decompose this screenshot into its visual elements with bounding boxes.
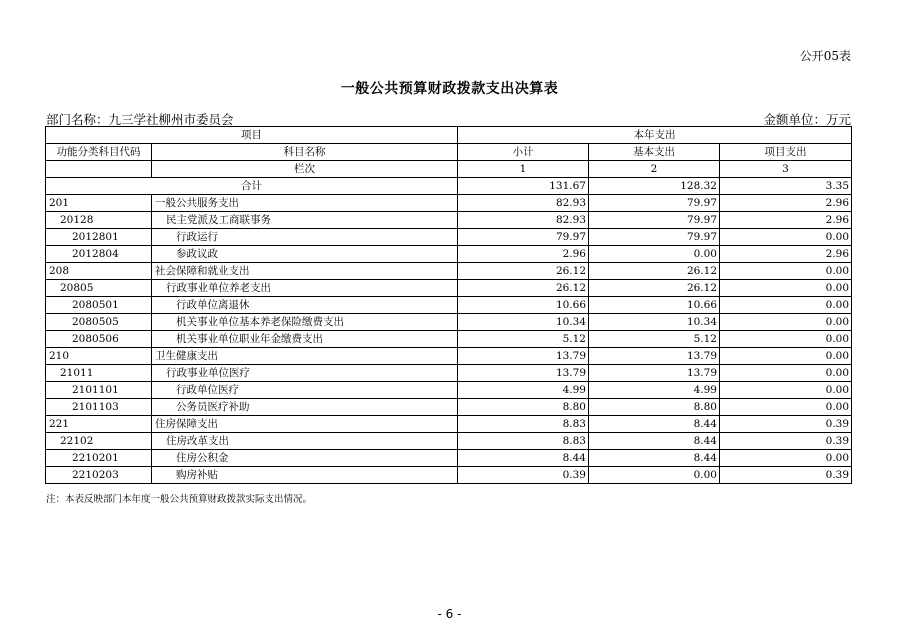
row-code: 210	[46, 348, 152, 365]
table-row	[46, 195, 852, 212]
row-subtotal: 13.79	[458, 348, 589, 365]
row-subject-name: 机关事业单位职业年金缴费支出	[152, 331, 458, 348]
row-code: 20128	[46, 212, 152, 229]
row-basic: 26.12	[589, 280, 720, 297]
header-col-1: 1	[458, 161, 589, 178]
row-basic: 8.44	[589, 416, 720, 433]
table-row	[46, 280, 852, 297]
row-project: 2.96	[720, 195, 852, 212]
row-basic: 79.97	[589, 195, 720, 212]
row-subject-name: 机关事业单位基本养老保险缴费支出	[152, 314, 458, 331]
table-row	[46, 331, 852, 348]
row-project: 0.00	[720, 263, 852, 280]
row-subtotal: 4.99	[458, 382, 589, 399]
header-subject-name: 科目名称	[152, 144, 458, 161]
row-subtotal: 2.96	[458, 246, 589, 263]
row-basic: 0.00	[589, 246, 720, 263]
header-project: 项目支出	[720, 144, 852, 161]
table-row	[46, 229, 852, 246]
row-code: 201	[46, 195, 152, 212]
total-row	[46, 178, 852, 195]
row-code: 2101103	[46, 399, 152, 416]
header-basic: 基本支出	[589, 144, 720, 161]
row-subject-name: 一般公共服务支出	[152, 195, 458, 212]
row-project: 0.00	[720, 365, 852, 382]
total-subtotal: 131.67	[458, 178, 589, 195]
row-code: 22102	[46, 433, 152, 450]
expenditure-table	[45, 126, 852, 484]
row-code: 2080505	[46, 314, 152, 331]
table-row	[46, 450, 852, 467]
row-subtotal: 8.80	[458, 399, 589, 416]
department-name: 部门名称：九三学社柳州市委员会	[46, 112, 234, 127]
row-subject-name: 行政运行	[152, 229, 458, 246]
row-basic: 8.80	[589, 399, 720, 416]
row-subtotal: 13.79	[458, 365, 589, 382]
row-basic: 0.00	[589, 467, 720, 484]
row-basic: 8.44	[589, 433, 720, 450]
row-basic: 13.79	[589, 365, 720, 382]
header-row-1	[46, 127, 852, 144]
row-subtotal: 10.66	[458, 297, 589, 314]
row-subject-name: 住房公积金	[152, 450, 458, 467]
header-blank	[46, 161, 152, 178]
header-row-3	[46, 161, 852, 178]
header-column-no: 栏次	[152, 161, 458, 178]
row-subject-name: 行政事业单位医疗	[152, 365, 458, 382]
row-code: 2080506	[46, 331, 152, 348]
row-subtotal: 8.83	[458, 433, 589, 450]
table-row	[46, 382, 852, 399]
row-subtotal: 79.97	[458, 229, 589, 246]
table-row	[46, 399, 852, 416]
row-subtotal: 26.12	[458, 263, 589, 280]
row-subject-name: 行政单位离退休	[152, 297, 458, 314]
header-row-2	[46, 144, 852, 161]
header-func-code: 功能分类科目代码	[46, 144, 152, 161]
row-project: 0.00	[720, 314, 852, 331]
row-project: 0.39	[720, 416, 852, 433]
row-subtotal: 26.12	[458, 280, 589, 297]
header-subtotal: 小计	[458, 144, 589, 161]
row-project: 2.96	[720, 246, 852, 263]
row-project: 0.00	[720, 450, 852, 467]
row-project: 0.00	[720, 229, 852, 246]
total-label: 合计	[46, 178, 458, 195]
row-code: 2101101	[46, 382, 152, 399]
header-col-2: 2	[589, 161, 720, 178]
row-subject-name: 行政单位医疗	[152, 382, 458, 399]
row-project: 0.00	[720, 280, 852, 297]
row-code: 221	[46, 416, 152, 433]
table-note: 注：本表反映部门本年度一般公共预算财政拨款实际支出情况。	[46, 494, 313, 505]
row-basic: 8.44	[589, 450, 720, 467]
header-current-year: 本年支出	[458, 127, 852, 144]
table-row	[46, 263, 852, 280]
total-basic: 128.32	[589, 178, 720, 195]
row-project: 2.96	[720, 212, 852, 229]
row-subtotal: 5.12	[458, 331, 589, 348]
header-item: 项目	[46, 127, 458, 144]
row-basic: 4.99	[589, 382, 720, 399]
header-col-3: 3	[720, 161, 852, 178]
table-row	[46, 433, 852, 450]
row-basic: 5.12	[589, 331, 720, 348]
page-number: - 6 -	[437, 607, 462, 621]
row-basic: 13.79	[589, 348, 720, 365]
row-project: 0.00	[720, 348, 852, 365]
row-subject-name: 购房补贴	[152, 467, 458, 484]
row-subject-name: 住房保障支出	[152, 416, 458, 433]
row-subtotal: 8.44	[458, 450, 589, 467]
amount-unit: 金额单位：万元	[763, 112, 851, 127]
row-basic: 79.97	[589, 212, 720, 229]
row-subtotal: 8.83	[458, 416, 589, 433]
row-project: 0.00	[720, 399, 852, 416]
row-code: 21011	[46, 365, 152, 382]
row-code: 2012801	[46, 229, 152, 246]
row-project: 0.00	[720, 331, 852, 348]
row-code: 2210203	[46, 467, 152, 484]
row-code: 2012804	[46, 246, 152, 263]
row-subject-name: 参政议政	[152, 246, 458, 263]
row-project: 0.39	[720, 433, 852, 450]
row-subject-name: 卫生健康支出	[152, 348, 458, 365]
row-basic: 79.97	[589, 229, 720, 246]
row-subtotal: 0.39	[458, 467, 589, 484]
total-project: 3.35	[720, 178, 852, 195]
table-row	[46, 246, 852, 263]
row-basic: 10.34	[589, 314, 720, 331]
row-subject-name: 民主党派及工商联事务	[152, 212, 458, 229]
table-row	[46, 297, 852, 314]
form-code: 公开05表	[799, 49, 851, 63]
page-title: 一般公共预算财政拨款支出决算表	[340, 81, 559, 97]
table-row	[46, 348, 852, 365]
row-subject-name: 住房改革支出	[152, 433, 458, 450]
row-code: 2210201	[46, 450, 152, 467]
row-project: 0.39	[720, 467, 852, 484]
row-project: 0.00	[720, 382, 852, 399]
row-subtotal: 82.93	[458, 212, 589, 229]
table-row	[46, 314, 852, 331]
row-code: 2080501	[46, 297, 152, 314]
row-subtotal: 10.34	[458, 314, 589, 331]
row-subject-name: 公务员医疗补助	[152, 399, 458, 416]
row-basic: 26.12	[589, 263, 720, 280]
row-subject-name: 行政事业单位养老支出	[152, 280, 458, 297]
row-subtotal: 82.93	[458, 195, 589, 212]
row-basic: 10.66	[589, 297, 720, 314]
table-row	[46, 416, 852, 433]
row-code: 20805	[46, 280, 152, 297]
row-project: 0.00	[720, 297, 852, 314]
table-row	[46, 467, 852, 484]
table-row	[46, 212, 852, 229]
row-subject-name: 社会保障和就业支出	[152, 263, 458, 280]
table-row	[46, 365, 852, 382]
row-code: 208	[46, 263, 152, 280]
